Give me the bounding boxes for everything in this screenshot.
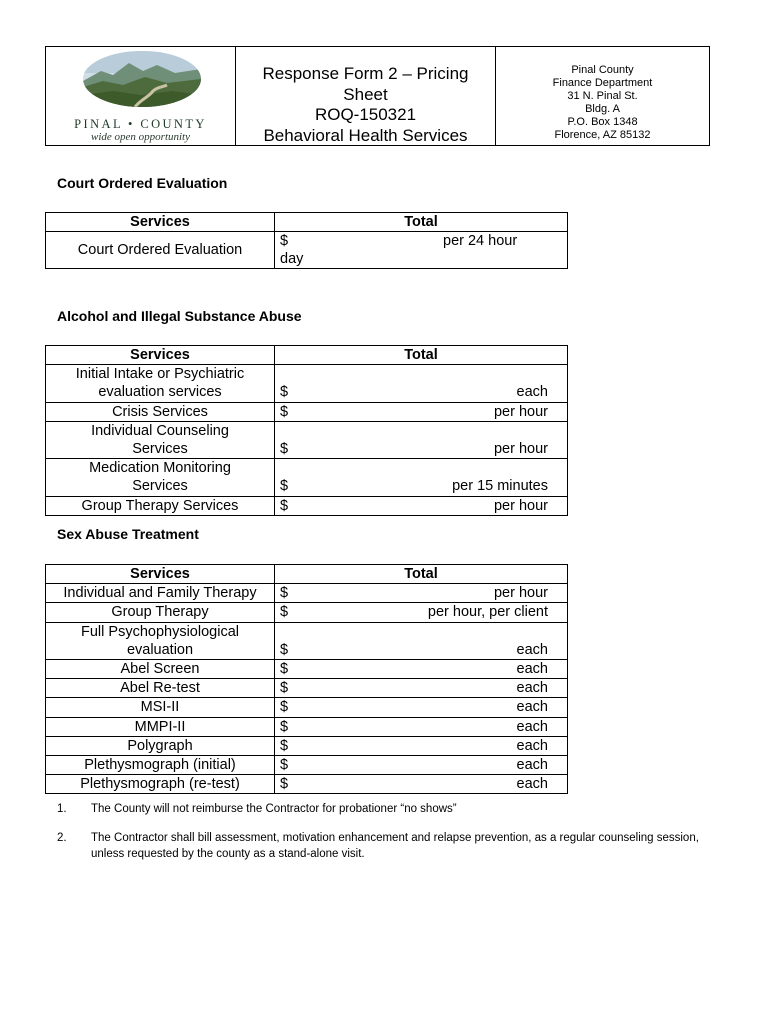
price-cell[interactable]	[275, 756, 568, 775]
price-cell[interactable]	[275, 496, 568, 515]
county-logo-icon	[83, 51, 201, 107]
note-text: The County will not reimburse the Contractor for probationer “no shows”	[91, 803, 457, 815]
unit-label: per hour	[493, 403, 548, 420]
service-name: MMPI-II	[46, 717, 275, 736]
service-name: Plethysmograph (re-test)	[46, 775, 275, 794]
alcohol-table	[45, 345, 568, 516]
table-row	[46, 717, 568, 736]
unit-label: each	[516, 737, 548, 754]
unit-label: per hour	[493, 497, 548, 514]
unit-label: each	[516, 757, 548, 774]
dollar-sign: $	[280, 497, 289, 514]
table-row	[46, 736, 568, 755]
logo-tagline: wide open opportunity	[91, 131, 190, 143]
address-line: Finance Department	[552, 77, 653, 89]
section-title-sex-abuse: Sex Abuse Treatment	[57, 526, 199, 542]
price-cell[interactable]	[275, 698, 568, 717]
col-header-services: Services	[46, 346, 275, 365]
unit-label: per hour	[493, 585, 548, 602]
section-title-alcohol: Alcohol and Illegal Substance Abuse	[57, 308, 302, 324]
table-row	[46, 698, 568, 717]
title-line: Behavioral Health Services	[263, 125, 468, 145]
price-cell[interactable]	[275, 584, 568, 603]
price-cell[interactable]	[275, 421, 568, 458]
title-line: Response Form 2 – Pricing	[262, 64, 469, 83]
dollar-sign: $	[280, 699, 289, 716]
table-row	[46, 756, 568, 775]
dollar-sign: $	[280, 737, 289, 754]
unit-label: each	[516, 661, 548, 678]
dollar-sign: $	[280, 776, 289, 793]
col-header-total: Total	[275, 346, 568, 365]
service-name: Crisis Services	[46, 402, 275, 421]
service-name: Plethysmograph (initial)	[46, 756, 275, 775]
unit-label-cont: day	[280, 251, 304, 268]
address-line: Pinal County	[571, 64, 634, 76]
form-title	[236, 47, 496, 145]
logo-cell	[46, 47, 236, 145]
table-row	[46, 584, 568, 603]
service-name: Initial Intake or Psychiatric evaluation services	[46, 365, 275, 402]
address-line: Bldg. A	[585, 103, 620, 115]
address-line: Florence, AZ 85132	[554, 129, 651, 141]
unit-label: each	[516, 680, 548, 697]
service-name: Polygraph	[46, 736, 275, 755]
address-block	[496, 47, 709, 145]
dollar-sign: $	[280, 585, 289, 602]
dollar-sign: $	[280, 478, 289, 495]
title-line: ROQ-150321	[314, 105, 417, 124]
col-header-services: Services	[46, 565, 275, 584]
price-cell[interactable]	[275, 232, 568, 269]
col-header-total: Total	[275, 565, 568, 584]
col-header-services: Services	[46, 213, 275, 232]
note-number: 2.	[57, 832, 67, 844]
dollar-sign: $	[280, 403, 289, 420]
table-row	[46, 603, 568, 622]
table-row	[46, 660, 568, 679]
table-row	[46, 622, 568, 659]
service-name: Group Therapy	[46, 603, 275, 622]
service-name: Medication Monitoring Services	[46, 459, 275, 496]
dollar-sign: $	[280, 233, 289, 250]
unit-label: each	[516, 384, 548, 401]
price-cell[interactable]	[275, 660, 568, 679]
section-title-court: Court Ordered Evaluation	[57, 175, 228, 191]
address-line: P.O. Box 1348	[567, 116, 638, 128]
col-header-total: Total	[275, 213, 568, 232]
dollar-sign: $	[280, 718, 289, 735]
title-line: Sheet	[343, 84, 388, 104]
unit-label: each	[516, 718, 548, 735]
unit-label: per hour	[493, 441, 548, 458]
service-name: Individual and Family Therapy	[46, 584, 275, 603]
unit-label: per 24 hour	[443, 233, 518, 250]
header-box	[45, 46, 710, 146]
price-cell[interactable]	[275, 365, 568, 402]
price-cell[interactable]	[275, 775, 568, 794]
price-cell[interactable]	[275, 402, 568, 421]
sex-abuse-table	[45, 564, 568, 794]
price-cell[interactable]	[275, 736, 568, 755]
table-row	[46, 496, 568, 515]
note-text: The Contractor shall bill assessment, motivation enhancement and relapse prevention, as a regular counseling session, unless requested by the county as a stand-alone visit.	[91, 832, 699, 860]
address-line: 31 N. Pinal St.	[567, 90, 638, 102]
unit-label: per 15 minutes	[452, 478, 548, 495]
logo-name: PINAL • COUNTY	[74, 117, 207, 131]
dollar-sign: $	[280, 604, 289, 621]
dollar-sign: $	[280, 384, 289, 401]
dollar-sign: $	[280, 661, 289, 678]
price-cell[interactable]	[275, 622, 568, 659]
service-name: Court Ordered Evaluation	[46, 232, 275, 269]
service-name: Abel Screen	[46, 660, 275, 679]
unit-label: each	[516, 641, 548, 658]
table-row	[46, 775, 568, 794]
table-row	[46, 679, 568, 698]
unit-label: each	[516, 776, 548, 793]
table-row	[46, 421, 568, 458]
dollar-sign: $	[280, 641, 289, 658]
price-cell[interactable]	[275, 459, 568, 496]
table-row	[46, 459, 568, 496]
price-cell[interactable]	[275, 717, 568, 736]
service-name: MSI-II	[46, 698, 275, 717]
dollar-sign: $	[280, 441, 289, 458]
unit-label: each	[516, 699, 548, 716]
table-row	[46, 365, 568, 402]
service-name: Full Psychophysiological evaluation	[46, 622, 275, 659]
dollar-sign: $	[280, 680, 289, 697]
service-name: Group Therapy Services	[46, 496, 275, 515]
court-table	[45, 212, 568, 269]
price-cell[interactable]	[275, 679, 568, 698]
price-cell[interactable]	[275, 603, 568, 622]
note-number: 1.	[57, 803, 67, 815]
service-name: Abel Re-test	[46, 679, 275, 698]
service-name: Individual Counseling Services	[46, 421, 275, 458]
unit-label: per hour, per client	[427, 604, 548, 621]
table-row	[46, 402, 568, 421]
dollar-sign: $	[280, 757, 289, 774]
